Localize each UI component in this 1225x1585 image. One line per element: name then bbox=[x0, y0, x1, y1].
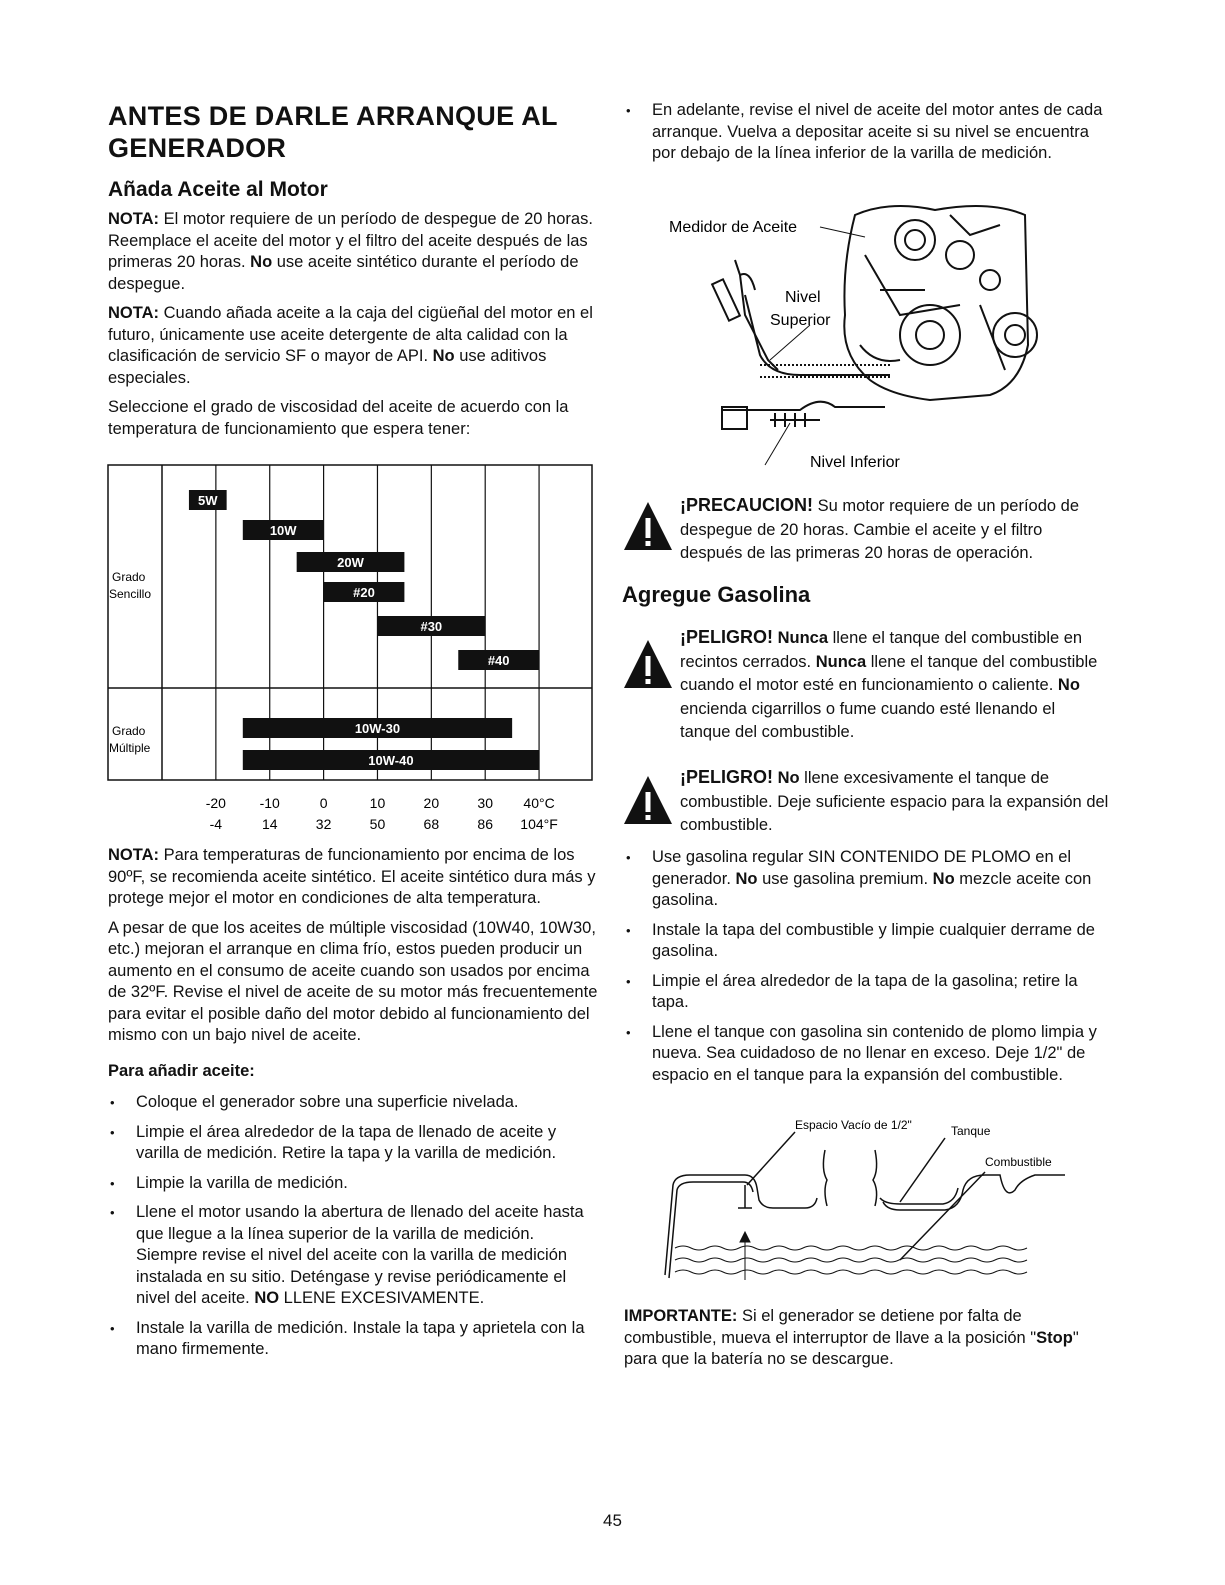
row-label-grado-2: Grado bbox=[112, 724, 146, 738]
nota-paragraph-3: NOTA: Para temperaturas de funcionamiento por encima de los 90ºF, se recomienda aceite sintético. El aceite sintético dura más y protege mejor el motor en condiciones de alta temperatura. bbox=[108, 846, 596, 907]
tick-label-f: 68 bbox=[423, 816, 440, 832]
bar-label-10W-40: 10W-40 bbox=[368, 753, 414, 768]
section-heading-gas: Agregue Gasolina bbox=[622, 582, 811, 607]
caution-text: ¡PRECAUCION! Su motor requiere de un período de despegue de 20 horas. Cambie el aceite y el filtro después de las primeras 20 horas de operación. bbox=[680, 495, 1080, 562]
page-title: ANTES DE DARLE ARRANQUE AL GENERADOR bbox=[108, 101, 558, 163]
dipstick-figure bbox=[660, 195, 1040, 480]
tick-label-c: 10 bbox=[369, 795, 386, 811]
leader-medidor bbox=[820, 227, 865, 237]
bar-label-no30: #30 bbox=[420, 619, 443, 634]
label-combustible: Combustible bbox=[985, 1155, 1052, 1169]
row-label-sencillo: Sencillo bbox=[109, 587, 152, 601]
top-bullet-list bbox=[624, 100, 1109, 165]
tick-label-f: 86 bbox=[477, 816, 493, 832]
para-anadir-heading: Para añadir aceite: bbox=[108, 1061, 255, 1080]
warning-icon bbox=[622, 638, 674, 690]
caution-block bbox=[624, 494, 1109, 566]
list-item: • Instale la varilla de medición. Instale la tapa y aprietela con la mano firmemente. bbox=[108, 1318, 598, 1361]
nota-paragraph-1: NOTA: El motor requiere de un período de despegue de 20 horas. Reemplace el aceite del motor y el filtro del aceite después de las primeras 20 horas. No use aceite sintético durante el período de despegue. bbox=[108, 210, 593, 293]
gas-list bbox=[624, 847, 1109, 1086]
importante-paragraph: IMPORTANTE: Si el generador se detiene por falta de combustible, mueva el interruptor de llave a la posición "Stop" para que la batería no se descargue. bbox=[624, 1307, 1079, 1368]
bar-label-no20: #20 bbox=[353, 585, 375, 600]
list-item: • Coloque el generador sobre una superficie nivelada. bbox=[108, 1092, 598, 1114]
list-item: • Limpie la varilla de medición. bbox=[108, 1173, 598, 1195]
danger-text-1: ¡PELIGRO! Nunca llene el tanque del combustible en recintos cerrados. Nunca llene el tanque del combustible cuando el motor esté en funcionamiento o caliente. No encienda cigarrillos o fume cuando esté llenando el tanque del combustible. bbox=[680, 627, 1098, 741]
list-item: • Llene el motor usando la abertura de llenado del aceite hasta que llegue a la línea superior de la varilla de medición. Siempre revise el nivel del aceite con la varilla de medición instalada en su sitio. Deténgase y revise periódicamente el nivel del aceite. NO LLENE EXCESIVAMENTE. bbox=[108, 1202, 598, 1310]
tick-label-c: -10 bbox=[259, 795, 280, 811]
bar-label-5W: 5W bbox=[198, 493, 218, 508]
row-label-grado-1: Grado bbox=[112, 570, 146, 584]
dipstick bbox=[712, 260, 778, 370]
list-item: • Llene el tanque con gasolina sin contenido de plomo limpia y nueva. Sea cuidadoso de no llenar en exceso. Deje 1/2" de espacio en el tanque para la expansión del combustible. bbox=[624, 1022, 1109, 1087]
page-number: 45 bbox=[603, 1511, 622, 1530]
leader-superior bbox=[770, 325, 810, 360]
list-item: • Limpie el área alrededor de la tapa de la gasolina; retire la tapa. bbox=[624, 971, 1109, 1014]
tick-label-c: 20 bbox=[423, 795, 440, 811]
tick-label-c: 0 bbox=[319, 795, 328, 811]
label-medidor: Medidor de Aceite bbox=[669, 219, 798, 236]
label-inferior: Nivel Inferior bbox=[810, 454, 900, 471]
select-viscosity-paragraph: Seleccione el grado de viscosidad del aceite de acuerdo con la temperatura de funcionamiento que espera tener: bbox=[108, 398, 569, 438]
bar-label-20W: 20W bbox=[337, 555, 364, 570]
bar-label-no40: #40 bbox=[487, 653, 510, 668]
tick-label-f: -4 bbox=[209, 816, 223, 832]
viscosity-chart bbox=[100, 460, 600, 840]
bar-label-10W: 10W bbox=[269, 523, 297, 538]
gas-list-container bbox=[624, 847, 1109, 1094]
engine-illustration bbox=[844, 206, 1037, 400]
fuel-tank-figure bbox=[655, 1110, 1075, 1290]
multi-viscosity-paragraph: A pesar de que los aceites de múltiple viscosidad (10W40, 10W30, etc.) mejoran el arranque en clima frío, estos pueden producir un aumento en el consumo de aceite cuando son usados por encima de 32ºF. Revise el nivel de aceite de su motor más frecuentemente para evitar el posible daño del motor debido al funcionamiento del mismo con un bajo nivel de aceite. bbox=[108, 918, 598, 1044]
chart-bars bbox=[189, 490, 539, 770]
left-column-lower bbox=[108, 845, 598, 1369]
chart-ticks bbox=[206, 795, 558, 832]
right-column bbox=[624, 100, 1109, 173]
nota-paragraph-2: NOTA: Cuando añada aceite a la caja del cigüeñal del motor en el futuro, únicamente use aceite detergente de alta calidad con la clasificación de servicio SF o mayor de API. No use aditivos especiales. bbox=[108, 304, 593, 387]
leader-inferior bbox=[765, 423, 790, 465]
tick-label-f: 50 bbox=[369, 816, 386, 832]
label-tanque: Tanque bbox=[951, 1124, 991, 1138]
tick-label-c: 30 bbox=[477, 795, 493, 811]
list-item: • Use gasolina regular SIN CONTENIDO DE PLOMO en el generador. No use gasolina premium. No mezcle aceite con gasolina. bbox=[624, 847, 1109, 912]
warning-icon bbox=[622, 774, 674, 826]
warning-icon bbox=[622, 500, 674, 552]
danger-block-1 bbox=[624, 626, 1109, 745]
danger-text-2: ¡PELIGRO! No llene excesivamente el tanque de combustible. Deje suficiente espacio para la expansión del combustible. bbox=[680, 767, 1109, 834]
row-label-multiple: Múltiple bbox=[109, 741, 151, 755]
label-superior: Superior bbox=[770, 312, 831, 329]
tick-label-c: -20 bbox=[205, 795, 226, 811]
tick-label-f: 104°F bbox=[520, 816, 558, 832]
tick-label-f: 14 bbox=[261, 816, 278, 832]
tick-label-f: 32 bbox=[315, 816, 332, 832]
label-espacio: Espacio Vacío de 1/2" bbox=[795, 1118, 912, 1132]
list-item: • En adelante, revise el nivel de aceite del motor antes de cada arranque. Vuelva a depositar aceite si su nivel se encuentra por debajo de la línea inferior de la varilla de medición. bbox=[624, 100, 1109, 165]
left-column bbox=[108, 100, 598, 448]
label-nivel: Nivel bbox=[785, 289, 821, 306]
section-heading-oil: Añada Aceite al Motor bbox=[108, 178, 328, 201]
bar-label-10W-30: 10W-30 bbox=[354, 721, 401, 736]
list-item: • Limpie el área alrededor de la tapa de llenado de aceite y varilla de medición. Retire la tapa y la varilla de medición. bbox=[108, 1122, 598, 1165]
danger-block-2 bbox=[624, 766, 1109, 838]
add-oil-list bbox=[108, 1092, 598, 1361]
list-item: • Instale la tapa del combustible y limpie cualquier derrame de gasolina. bbox=[624, 920, 1109, 963]
tick-label-c: 40°C bbox=[523, 795, 555, 811]
